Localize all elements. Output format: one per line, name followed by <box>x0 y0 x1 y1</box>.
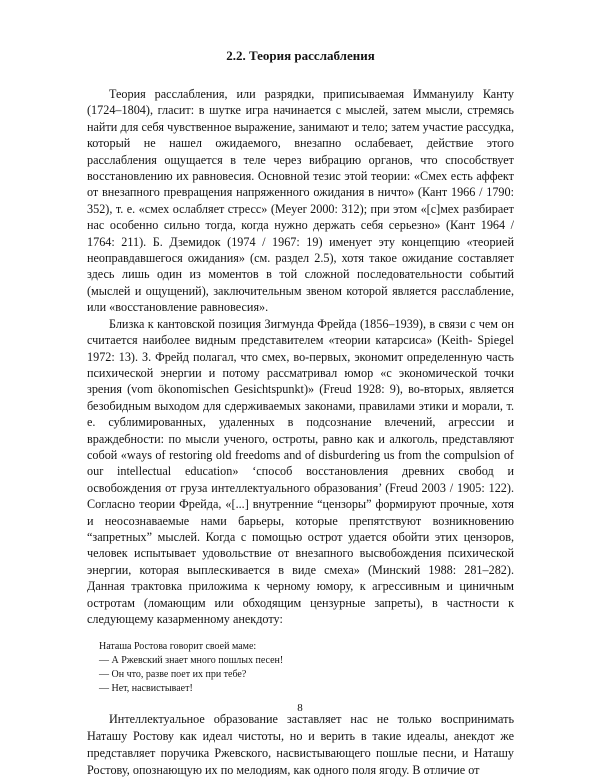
paragraph-freud: Близка к кантовской позиция Зигмунда Фрейда (1856–1939), в связи с чем он считается наиболее видным представителем «теории катарсиса» (Keith- Spiegel 1972: 13). З. Фрейд полагал, что смех, во-первых, экономит определенную часть психической энергии и потому рассматривал юмор «с экономической точки зрения (vom ökonomischen Gesichtspunkt)» (Freud 1928: 9), во-вторых, является безобидным выходом для сдерживаемых законами, правилами этики и морали, т. е. сублимированных, удаленных в подсознание влечений, агрессии и враждебности: по мысли ученого, остроты, равно как и алкоголь, представляют собой «ways of restoring old freedoms and of disburdering us from the compulsion of our intellectual education» ‘способ восстановления древних свобод и освобождения от груза интеллектуального образования’ (Freud 2003 / 1905: 122). Согласно теории Фрейда, «[...] внутренние “цензоры” формируют прочные, хотя и неосознаваемые нами барьеры, которые препятствуют возникновению “запретных” мыслей. Когда с помощью острот удается обойти этих цензоров, человек испытывает удовольствие от внезапного высвобождения психической энергии, которая выплескивается в виде смеха» (Минский 1988: 281–282). Данная трактовка приложима к черному юмору, к агрессивным и циничным остротам (ломающим или обходящим цензурные запреты), в частности к следующему казарменному анекдоту: <box>87 316 514 626</box>
section-heading: 2.2. Теория расслабления <box>226 48 375 63</box>
paragraph-kant: Теория расслабления, или разрядки, приписываемая Иммануилу Канту (1724–1804), гласит: в шутке игра начинается с мыслей, затем мысли, стремясь найти для себя чувственное выражение, занимают и тело; затем участие рассудка, который не нашел ожидаемого, внезапно ослабевает, действие этого расслабления ощущается в теле через вибрацию органов, что способствует восстановлению их равновесия. Основной тезис этой теории: «Смех есть аффект от внезапного превращения напряженного ожидания в ничто» (Кант 1966 / 1790: 352), т. е. «смех ослабляет стресс» (Meyer 2000: 312); при этом «[с]мех разбирает нас особенно сильно тогда, когда нужно держать себя серьезно» (Кант 1964 / 1764: 211). Б. Дземидок (1974 / 1967: 19) именует эту концепцию «теорией неоправдавшегося ожидания» (см. раздел 2.5), хотя такое ожидание составляет здесь лишь один из моментов в той сложной последовательности событий (мыслей и ощущений), заключительным звеном которой является расслабление, или «восстановление равновесия». <box>87 87 514 315</box>
body-text <box>87 86 514 627</box>
dialogue-line: — А Ржевский знает много пошлых песен! <box>99 655 284 667</box>
anecdote-dialogue <box>87 640 514 696</box>
dialogue-line: — Он что, разве поет их при тебе? <box>99 669 247 681</box>
page-number: 8 <box>297 702 303 714</box>
dialogue-line: Наташа Ростова говорит своей маме: <box>99 641 257 653</box>
paragraph-closing: Интеллектуальное образование заставляет нас не только воспринимать Наташу Ростову как идеал чистоты, но и верить в такие идеалы, анекдот же представляет поручика Ржевского, насвистывающего пошлые песни, и Наташу Ростову, опознающую их по мелодиям, как одного поля ягоду. В отличие от <box>87 712 514 778</box>
dialogue-line: — Нет, насвистывает! <box>99 683 193 695</box>
